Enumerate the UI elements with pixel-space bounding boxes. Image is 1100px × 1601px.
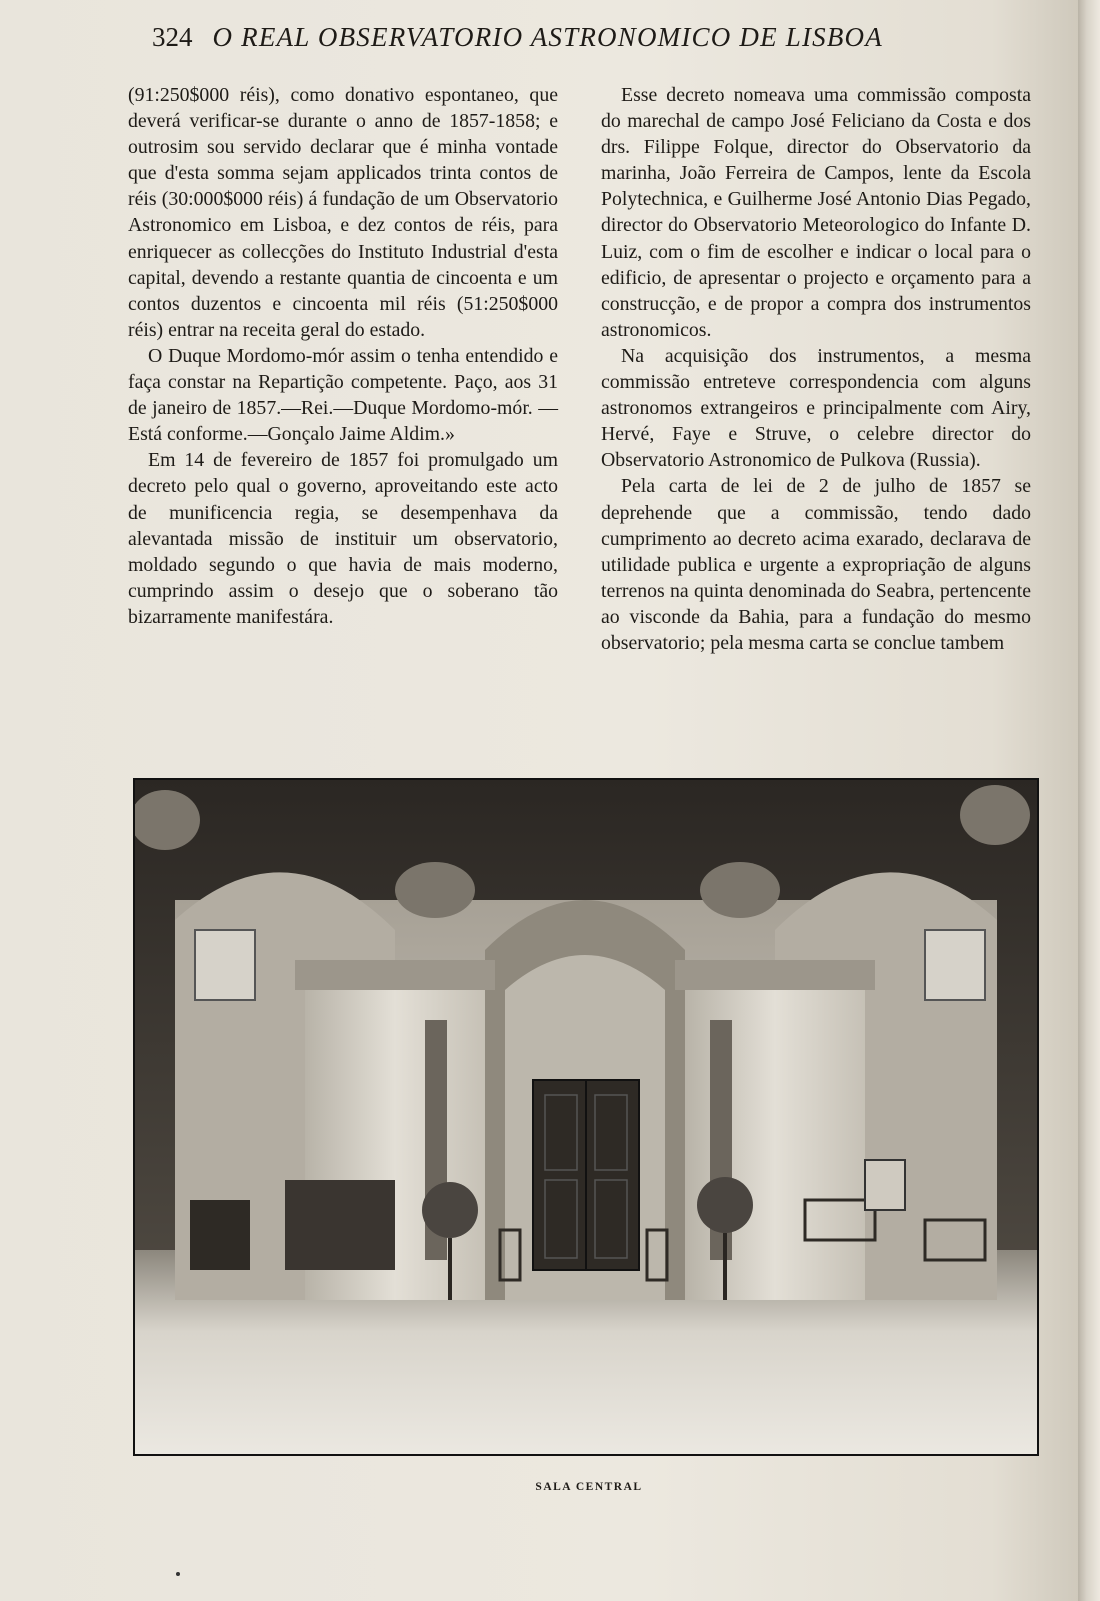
paragraph: Esse decreto nomeava uma commissão composta do marechal de campo José Feliciano da Costa e dos drs. Filippe Folque, director do Observatorio da marinha, João Ferreira de Campos, lente da Escola Polytechnica, e Guilherme José Antonio Dias Pegado, director do Observatorio Meteorologico do Infante D. Luiz, com o fim de escolher e indicar o local para o edificio, de apresentar o projecto e orçamento para a construcção, e de propor a compra dos instrumentos astronomicos. [601,84,1031,341]
left-column [128,82,558,630]
paragraph: Pela carta de lei de 2 de julho de 1857 se deprehende que a commissão, tendo dado cumprimento ao decreto acima exarado, declarava de utilidade publica e urgente a expropriação de alguns terrenos na quinta denominada do Seabra, pertencente ao visconde da Bahia, para a fundação do mesmo observatorio; pela mesma carta se conclue tambem [601,475,1031,654]
page-number: 324 [152,22,193,52]
paragraph: Em 14 de fevereiro de 1857 foi promulgado um decreto pelo qual o governo, aproveitando este acto de munificencia regia, se desempenhava da alevantada missão de instituir um observatorio, moldado segundo o que havia de mais moderno, cumprindo assim o desejo que o soberano tão bizarramente manifestára. [128,449,558,628]
figure-caption: SALA CENTRAL [535,1481,643,1493]
paragraph: O Duque Mordomo-mór assim o tenha entendido e faça constar na Repartição competente. Paço, aos 31 de janeiro de 1857.—Rei.—Duque Mordomo-mór. — Está conforme.—Gonçalo Jaime Aldim.» [128,344,558,446]
photo-central-hall [133,778,1039,1456]
ink-spot [176,1572,180,1576]
page-edge [1078,0,1100,1601]
central-hall-illustration [135,780,1037,1454]
paragraph: (91:250$000 réis), como donativo espontaneo, que deverá verificar-se durante o anno de 1857-1858; e outrosim sou servido declarar que é minha vontade que d'esta somma sejam applicados trinta contos de réis (30:000$000 réis) á fundação de um Observatorio Astronomico em Lisboa, e dez contos de réis, para enriquecer as collecções do Instituto Industrial d'esta capital, devendo a restante quantia de cincoenta e um contos duzentos e cincoenta mil réis (51:250$000 réis) entrar na receita geral do estado. [128,84,558,341]
running-title: O REAL OBSERVATORIO ASTRONOMICO DE LISBOA [212,22,883,52]
right-column [601,82,1031,656]
paragraph: Na acquisição dos instrumentos, a mesma commissão entreteve correspondencia com alguns astronomos extrangeiros e principalmente com Airy, Hervé, Faye e Struve, o celebre director do Observatorio Astronomico de Pulkova (Russia). [601,344,1031,472]
running-header [152,22,972,62]
